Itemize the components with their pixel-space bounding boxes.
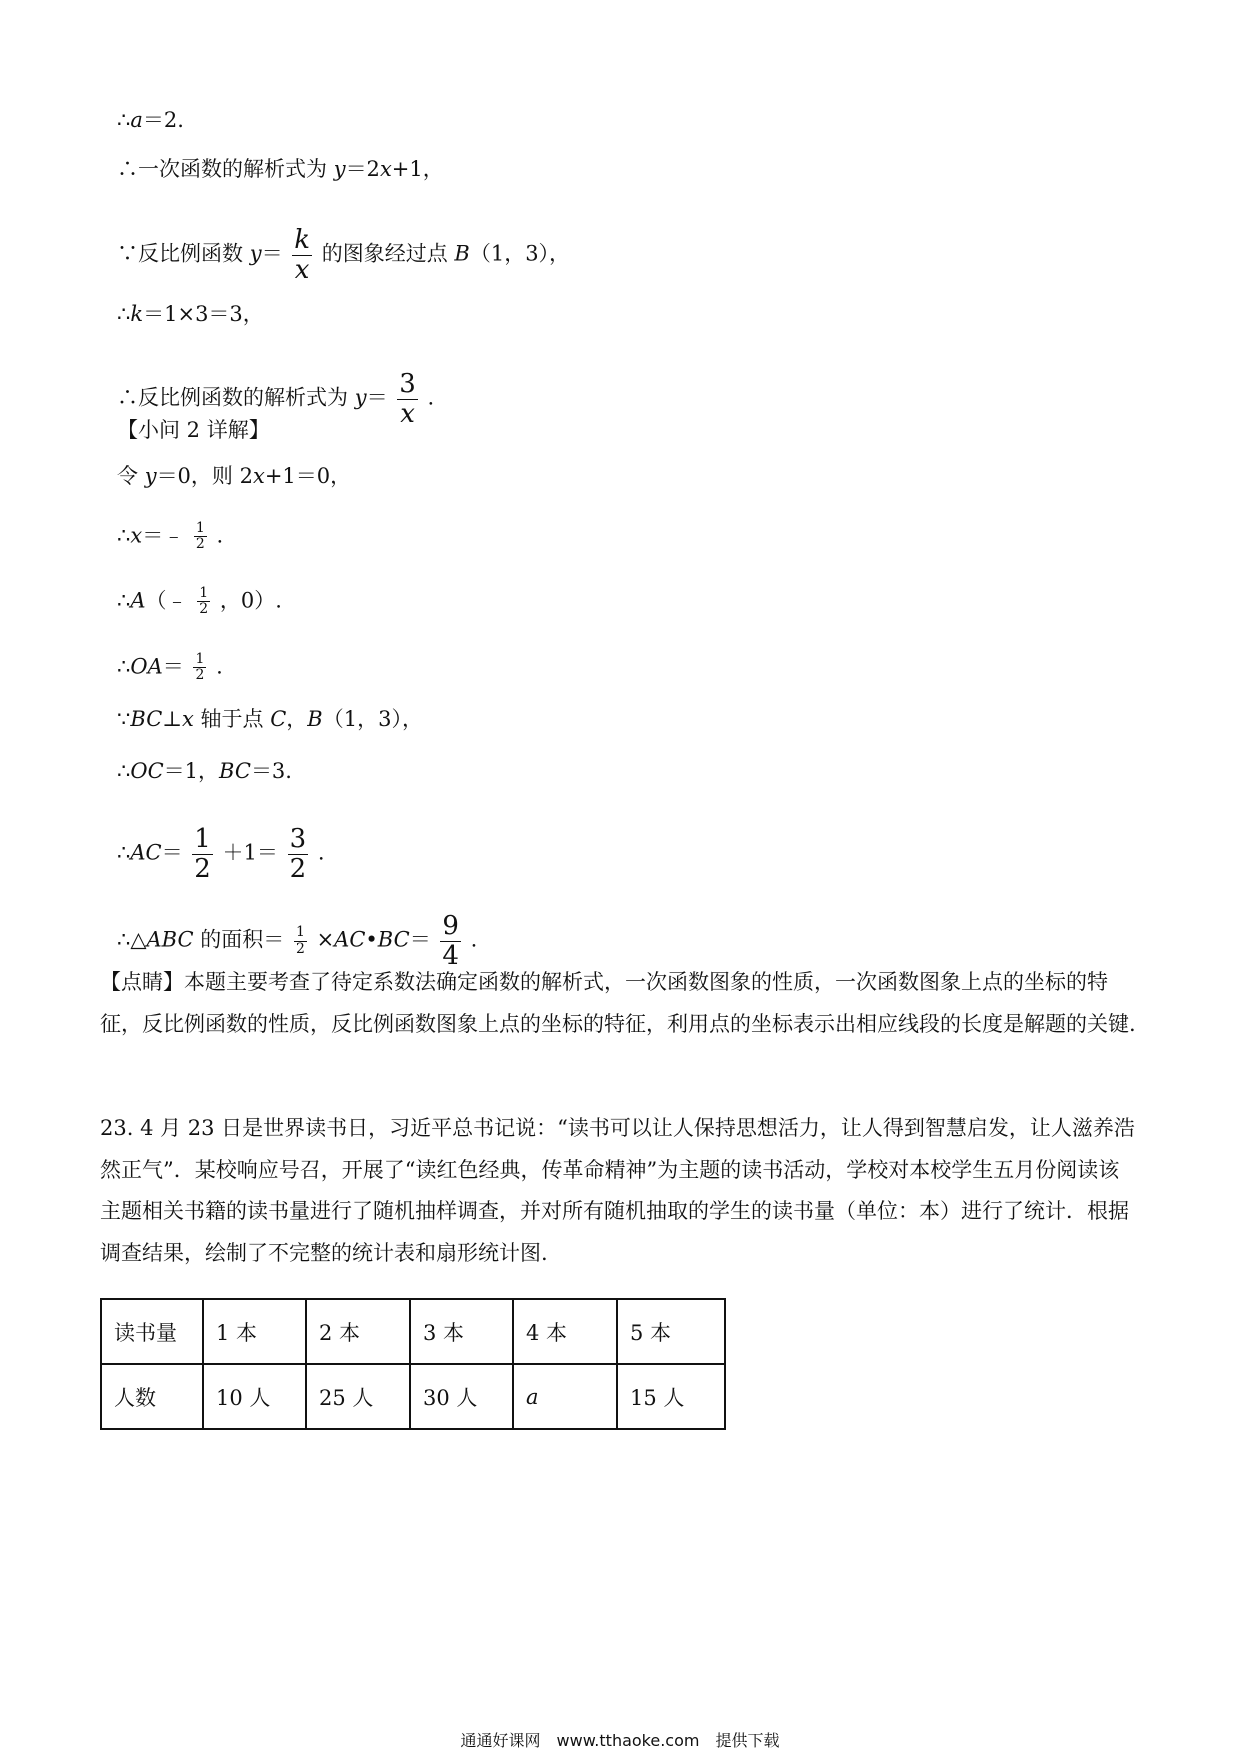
solution-line-4: ∴k＝1×3＝3， [117,302,264,326]
fraction-k-over-x: $\frac{k}{x}$ [294,225,311,285]
fraction-1-over-2: $\frac{1}{2}$ [194,824,211,884]
fraction-1-over-2: $\frac{1}{2}$ [199,585,209,618]
table-cell: 25 人 [306,1364,410,1429]
solution-line-8: ∴A（﹣ $\frac{1}{2}$ ，0）. [117,585,282,618]
reading-stats-table [100,1298,726,1430]
table-cell: a [513,1364,617,1429]
problem-23-text: 23. 4 月 23 日是世界读书日，习近平总书记说：“读书可以让人保持思想活力，让人得到智慧启发，让人滋养浩然正气”．某校响应号召，开展了“读红色经典，传革命精神”为主题的读书活动，学校对本校学生五月份阅读该主题相关书籍的读书量进行了随机抽样调查，并对所有随机抽取的学生的读书量（单位：本）进行了统计．根据调查结果，绘制了不完整的统计表和扇形统计图. [100,1116,1135,1265]
table-cell: 4 本 [513,1299,617,1364]
solution-line-2: ∴一次函数的解析式为 y＝2x+1， [117,157,444,181]
fraction-3-over-x: $\frac{3}{x}$ [399,369,416,429]
solution-line-5: ∴反比例函数的解析式为 y＝ $\frac{3}{x}$ . [117,369,435,429]
table-cell: 5 本 [617,1299,725,1364]
solution-line-3: ∵反比例函数 y＝ $\frac{k}{x}$ 的图象经过点 B（1，3）， [117,225,571,285]
solution-line-9: ∴OA＝ $\frac{1}{2}$ . [117,651,223,684]
solution-line-7: ∴x＝﹣ $\frac{1}{2}$ . [117,520,224,553]
table-cell: 10 人 [203,1364,306,1429]
table-cell: 读书量 [101,1299,203,1364]
table-cell: 人数 [101,1364,203,1429]
table-cell: 30 人 [410,1364,513,1429]
table-cell: 15 人 [617,1364,725,1429]
table-cell: 1 本 [203,1299,306,1364]
part2-heading: 【小问 2 详解】 [117,418,270,442]
fraction-1-over-2: $\frac{1}{2}$ [295,924,305,957]
table-cell: 3 本 [410,1299,513,1364]
solution-line-13: ∴△ABC 的面积＝ $\frac{1}{2}$ ×AC•BC＝ $\frac{9}{4}$ . [117,911,478,971]
comment-paragraph: 【点睛】本题主要考查了待定系数法确定函数的解析式，一次函数图象的性质，一次函数图象上点的坐标的特征，反比例函数的性质，反比例函数图象上点的坐标的特征，利用点的坐标表示出相应线段的长度是解题的关键. [100,970,1136,1036]
table-row [101,1364,725,1429]
fraction-1-over-2: $\frac{1}{2}$ [195,520,205,553]
fraction-1-over-2: $\frac{1}{2}$ [195,651,205,684]
solution-line-11: ∴OC＝1，BC＝3. [117,759,292,783]
solution-line-1: ∴a＝2. [117,108,184,132]
fraction-3-over-2: $\frac{3}{2}$ [289,824,307,884]
solution-line-10: ∵BC⊥x 轴于点 C，B（1，3）， [117,707,423,731]
solution-line-6: 令 y＝0，则 2x+1＝0， [117,464,352,488]
fraction-9-over-4: $\frac{9}{4}$ [442,911,459,971]
solution-line-12: ∴AC＝ $\frac{1}{2}$ ＋1＝ $\frac{3}{2}$ . [117,824,325,884]
table-row [101,1299,725,1364]
table-cell: 2 本 [306,1299,410,1364]
page-footer: 通通好课网 www.tthaoke.com 提供下载 [460,1731,780,1750]
